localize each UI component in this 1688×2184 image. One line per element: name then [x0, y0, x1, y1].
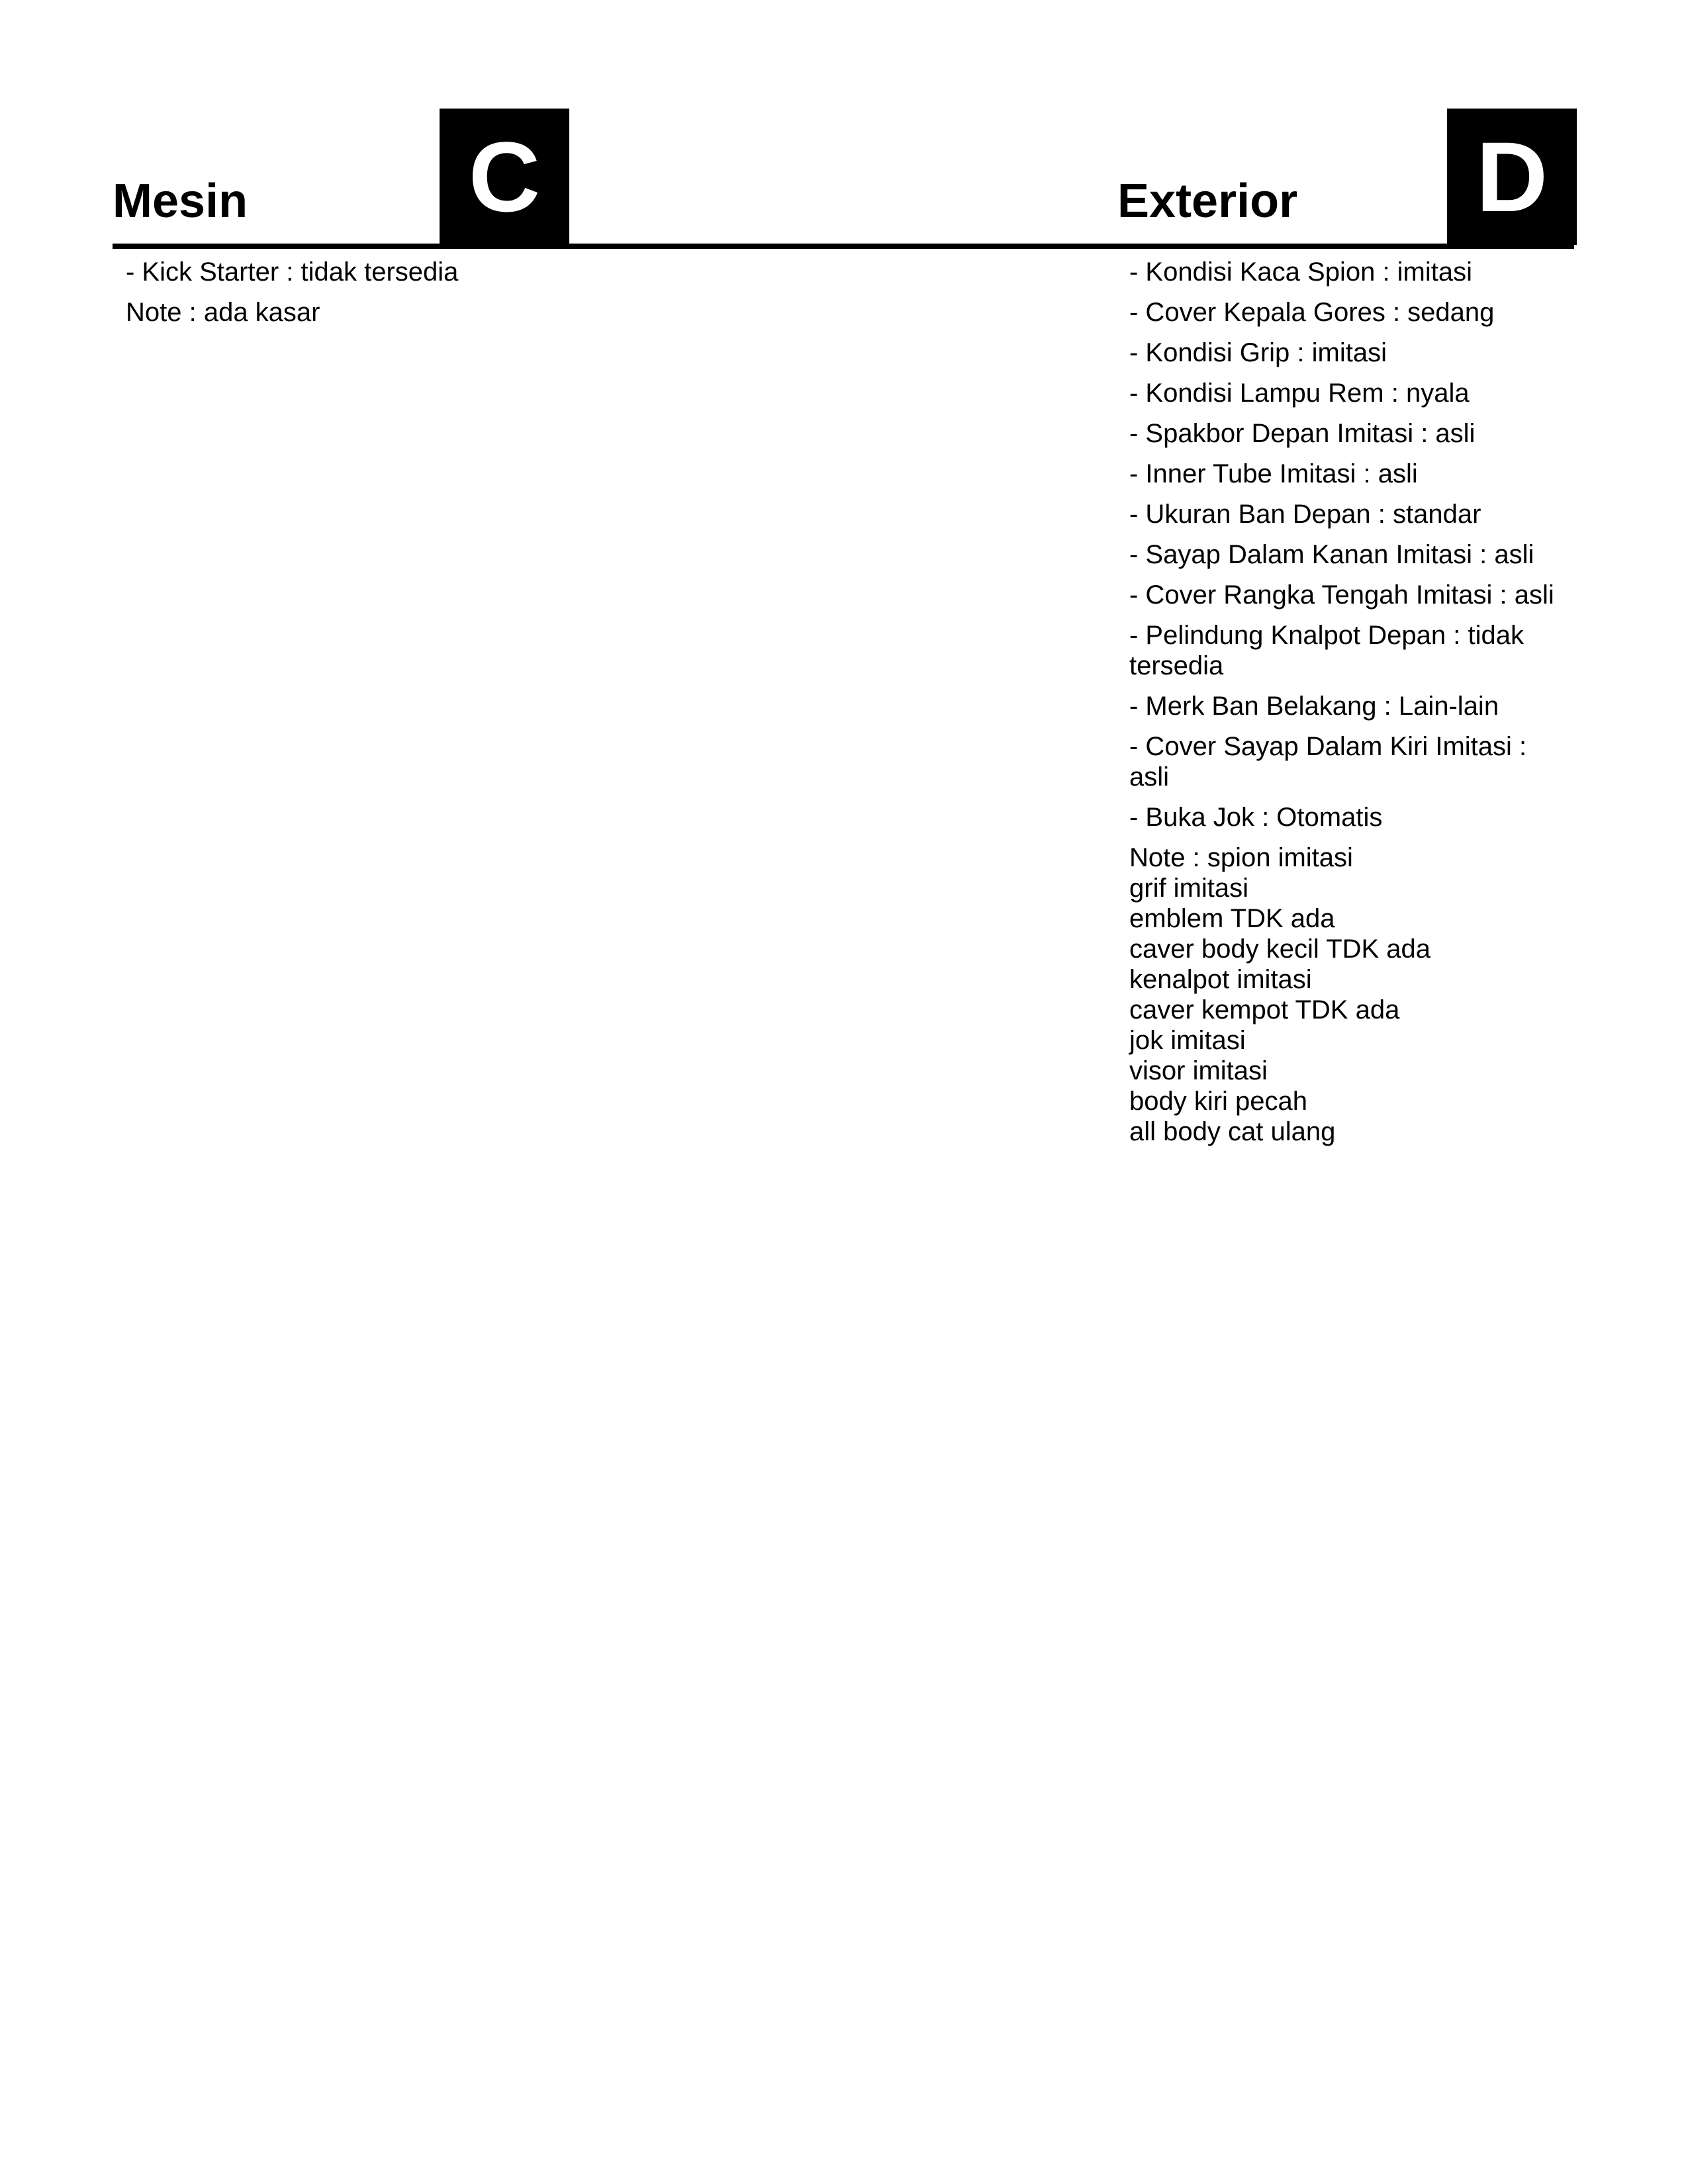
exterior-details: [1129, 257, 1566, 1157]
note-line: emblem TDK ada: [1129, 904, 1335, 933]
note-line: caver body kecil TDK ada: [1129, 934, 1431, 964]
note-line: all body cat ulang: [1129, 1117, 1336, 1146]
exterior-item: - Merk Ban Belakang : Lain-lain: [1129, 692, 1499, 721]
note-line: kenalpot imitasi: [1129, 965, 1312, 994]
exterior-item: - Buka Jok : Otomatis: [1129, 803, 1383, 832]
exterior-item: - Inner Tube Imitasi : asli: [1129, 459, 1418, 488]
mesin-item: - Kick Starter : tidak tersedia: [126, 257, 459, 287]
section-title-exterior: Exterior: [1117, 175, 1298, 228]
mesin-note: Note : ada kasar: [126, 298, 320, 327]
section-letter-c: C: [440, 109, 569, 245]
note-line: Note : spion imitasi: [1129, 843, 1353, 872]
note-line: jok imitasi: [1129, 1026, 1246, 1055]
section-title-mesin: Mesin: [113, 175, 248, 228]
header-divider: [113, 244, 1574, 249]
exterior-item: - Sayap Dalam Kanan Imitasi : asli: [1129, 540, 1534, 569]
exterior-item: - Cover Sayap Dalam Kiri Imitasi : asli: [1129, 732, 1527, 792]
mesin-details: [126, 257, 986, 338]
note-line: visor imitasi: [1129, 1056, 1268, 1085]
section-letter-d: D: [1447, 109, 1577, 245]
exterior-item: - Kondisi Grip : imitasi: [1129, 338, 1387, 367]
exterior-item: - Cover Kepala Gores : sedang: [1129, 298, 1495, 327]
exterior-note: [1129, 842, 1566, 1147]
exterior-item: - Kondisi Lampu Rem : nyala: [1129, 379, 1470, 408]
note-line: caver kempot TDK ada: [1129, 995, 1400, 1024]
exterior-item: - Spakbor Depan Imitasi : asli: [1129, 419, 1476, 448]
exterior-item: - Ukuran Ban Depan : standar: [1129, 500, 1481, 529]
exterior-item: - Kondisi Kaca Spion : imitasi: [1129, 257, 1473, 287]
note-line: body kiri pecah: [1129, 1087, 1308, 1116]
note-line: grif imitasi: [1129, 874, 1249, 903]
exterior-item: - Cover Rangka Tengah Imitasi : asli: [1129, 580, 1554, 610]
exterior-item: - Pelindung Knalpot Depan : tidak tersedia: [1129, 621, 1524, 680]
